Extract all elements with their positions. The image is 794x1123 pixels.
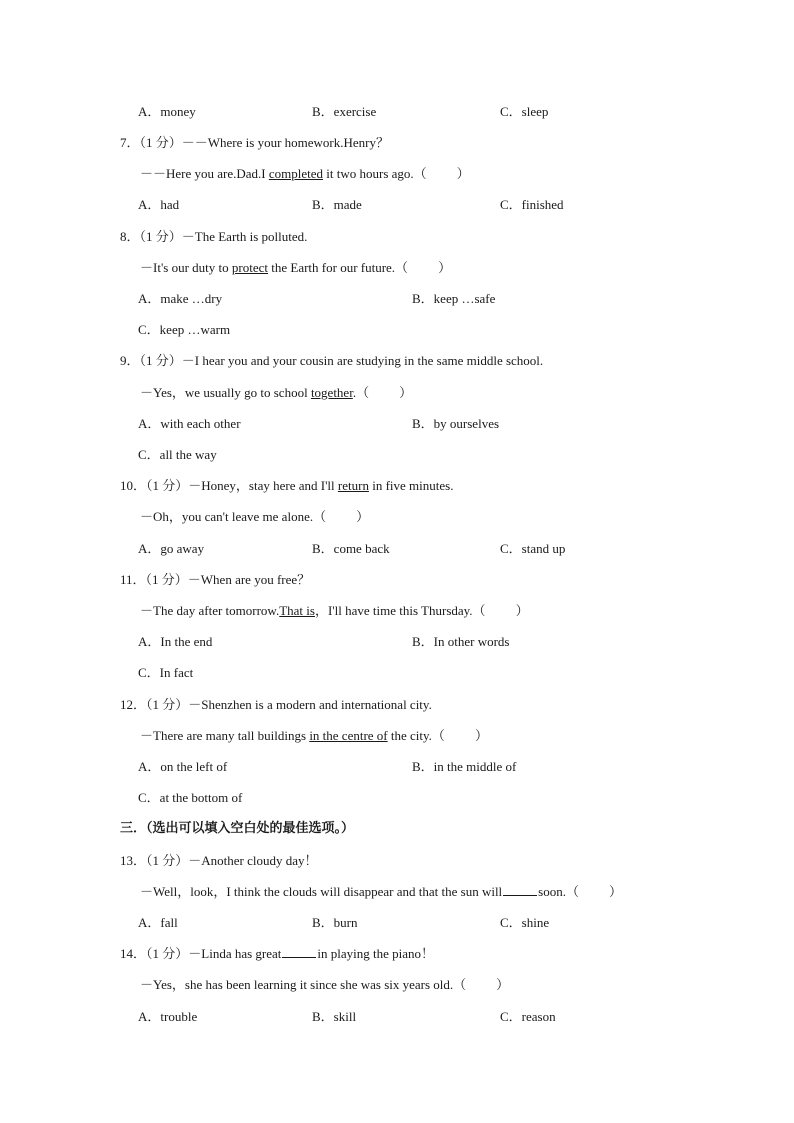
q10-options [0, 540, 794, 558]
q8-reply-tail: the Earth for our future.（ [268, 260, 409, 275]
q9-options-row1 [0, 415, 794, 433]
q9-text: －I hear you and your cousin are studying in the same middle school. [181, 353, 544, 368]
q11-options-row2 [0, 664, 794, 682]
q7-option-b: B．made [312, 197, 362, 212]
q13-stem [0, 852, 794, 870]
q7-text: －－Where is your homework.Henry？ [181, 135, 389, 150]
q9-option-a: A．with each other [138, 416, 241, 431]
q11-stem [0, 571, 794, 589]
q12-underlined-phrase: in the centre of [309, 728, 388, 743]
q12-text: －Shenzhen is a modern and international city. [188, 697, 432, 712]
q9-reply-text: －Yes，we usually go to school [140, 385, 311, 400]
q13-reply-tail: soon.（ [538, 884, 579, 899]
q12-number: 12．（1 分） [120, 697, 189, 712]
section-three-title: 三．（选出可以填入空白处的最佳选项。） [120, 821, 355, 836]
q8-reply-text: －It's our duty to [140, 260, 232, 275]
q10-paren-close: ） [356, 509, 370, 524]
q13-options [0, 914, 794, 932]
q11-option-c: C．In fact [138, 665, 194, 680]
q10-text-tail: in five minutes. [368, 478, 454, 493]
q9-paren-close: ） [399, 385, 413, 400]
q9-number: 9．（1 分） [120, 353, 182, 368]
q12-option-b: B．in the middle of [412, 759, 517, 774]
q8-stem [0, 228, 794, 246]
q8-number: 8．（1 分） [120, 229, 182, 244]
q8-underlined-word: protect [231, 260, 268, 275]
q14-option-c: C．reason [500, 1009, 556, 1024]
q8-reply [0, 259, 794, 277]
q8-option-a: A．make …dry [138, 291, 223, 306]
q14-options [0, 1008, 794, 1026]
q11-reply [0, 602, 794, 620]
q14-number: 14．（1 分） [120, 946, 189, 961]
q10-option-a: A．go away [138, 541, 205, 556]
q12-options-row2 [0, 789, 794, 807]
q8-option-b: B．keep …safe [412, 291, 496, 306]
q7-option-a: A．had [138, 197, 180, 212]
q14-reply [0, 976, 794, 994]
q8-options-row2 [0, 321, 794, 339]
q12-stem [0, 696, 794, 714]
q9-option-c: C．all the way [138, 447, 217, 462]
q11-number: 11．（1 分） [120, 572, 188, 587]
q13-reply-text: －Well，look，I think the clouds will disappear and that the sun will [140, 884, 503, 899]
q13-text: －Another cloudy day！ [188, 853, 318, 868]
q14-option-b: B．skill [312, 1009, 357, 1024]
q12-options-row1 [0, 758, 794, 776]
q9-option-b: B．by ourselves [412, 416, 500, 431]
q12-reply [0, 727, 794, 745]
q6-option-b: B．exercise [312, 104, 377, 119]
q7-reply [0, 165, 794, 183]
q7-options [0, 196, 794, 214]
q6-option-a: A．money [138, 104, 196, 119]
q10-underlined-word: return [337, 478, 369, 493]
q7-paren-close: ） [456, 166, 470, 181]
q13-blank [503, 883, 537, 896]
q10-option-c: C．stand up [500, 541, 566, 556]
q7-reply-tail: it two hours ago.（ [323, 166, 427, 181]
q10-option-b: B．come back [312, 541, 390, 556]
q11-text: －When are you free？ [187, 572, 311, 587]
q12-paren-close: ） [474, 728, 488, 743]
q10-number: 10．（1 分） [120, 478, 189, 493]
q12-reply-text: －There are many tall buildings [140, 728, 310, 743]
q9-underlined-word: together [310, 385, 353, 400]
q11-option-a: A．In the end [138, 634, 213, 649]
q13-number: 13．（1 分） [120, 853, 189, 868]
q10-reply-text: －Oh，you can't leave me alone.（ [140, 509, 327, 524]
q7-number: 7．（1 分） [120, 135, 182, 150]
q11-underlined-word: That is [279, 603, 315, 618]
q14-reply-text: －Yes，she has been learning it since she was six years old.（ [140, 977, 467, 992]
q14-paren-close: ） [496, 977, 510, 992]
q12-option-c: C．at the bottom of [138, 790, 243, 805]
q13-option-c: C．shine [500, 915, 550, 930]
q9-reply-tail: .（ [352, 385, 370, 400]
q9-options-row2 [0, 446, 794, 464]
q6-option-c: C．sleep [500, 104, 549, 119]
q11-options-row1 [0, 633, 794, 651]
q7-underlined-word: completed [268, 166, 324, 181]
q6-options [0, 103, 794, 121]
q9-reply [0, 384, 794, 402]
q13-option-b: B．burn [312, 915, 358, 930]
q13-paren-close: ） [608, 884, 622, 899]
q14-text: －Linda has great [188, 946, 282, 961]
section-heading [0, 820, 794, 838]
q11-reply-text: －The day after tomorrow. [140, 603, 280, 618]
q7-option-c: C．finished [500, 197, 564, 212]
q10-stem [0, 477, 794, 495]
q13-option-a: A．fall [138, 915, 178, 930]
q14-blank [282, 945, 316, 958]
q14-option-a: A．trouble [138, 1009, 198, 1024]
q11-reply-tail: ，I'll have time this Thursday.（ [314, 603, 486, 618]
q8-option-c: C．keep …warm [138, 322, 231, 337]
q8-options-row1 [0, 290, 794, 308]
q7-reply-text: －－Here you are.Dad.I [140, 166, 269, 181]
q14-stem [0, 945, 794, 963]
q12-reply-tail: the city.（ [387, 728, 445, 743]
q12-option-a: A．on the left of [138, 759, 228, 774]
q8-paren-close: ） [438, 260, 452, 275]
q8-text: －The Earth is polluted. [181, 229, 308, 244]
q11-paren-close: ） [515, 603, 529, 618]
q14-text-tail: in playing the piano！ [317, 946, 435, 961]
q9-stem [0, 352, 794, 370]
q7-stem [0, 134, 794, 152]
q13-reply [0, 883, 794, 901]
q10-reply [0, 508, 794, 526]
q11-option-b: B．In other words [412, 634, 510, 649]
q10-text: －Honey，stay here and I'll [188, 478, 338, 493]
